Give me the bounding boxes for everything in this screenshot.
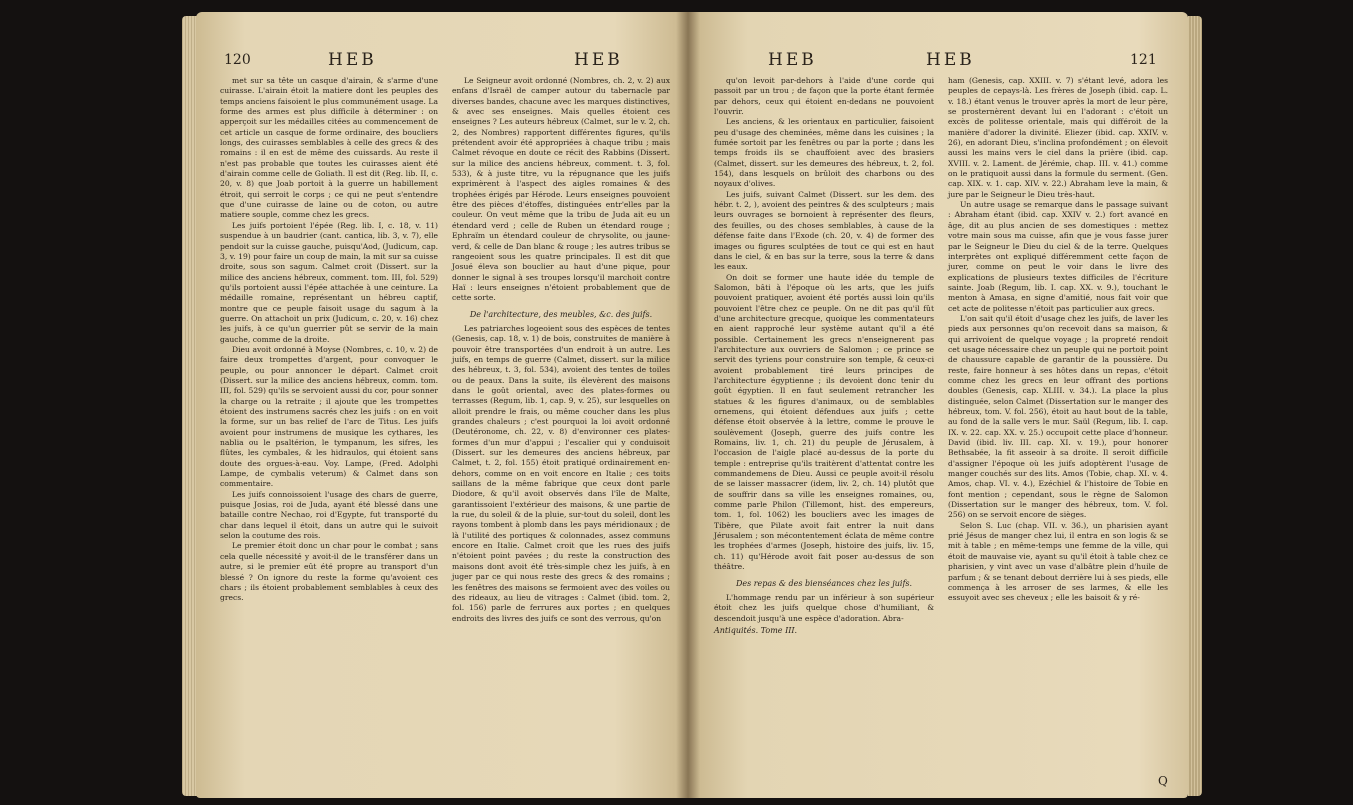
- paragraph: Un autre usage se remarque dans le passage suivant : Abraham étant (ibid. cap. XXIV v. 2.) fort avancé en âge, dit au plus ancien de ses domestiques : mettez votre main sous ma cuisse, afin que je vous fasse jurer par le Seigneur le Dieu du ciel & de la terre. Quelques interprètes ont expliqué différemment cette façon de jurer, comme on peut le voir dans le livre des explications de plusieurs textes difficiles de l'écriture sainte. Joab (Regum, lib. I. cap. XX. v. 9.), touchant le menton à Amasa, en signe d'amitié, nous fait voir que cet acte de politesse n'étoit pas particulier aux grecs.: [948, 200, 1168, 313]
- right-page-number: 121: [1130, 52, 1157, 68]
- left-page: [196, 12, 688, 798]
- paragraph: Les juifs connoissoient l'usage des chars de guerre, puisque Josias, roi de Juda, ayant été blessé dans une bataille contre Nechao, roi d'Egypte, fut transporté du char dans lequel il étoit, dans un autre qui le suivoit selon la coutume des rois.: [220, 489, 438, 541]
- paragraph: met sur sa tête un casque d'airain, & s'arme d'une cuirasse. L'airain étoit la matiere dont les peuples des temps anciens faisoient le plus communément usage. La forme des armes est plus difficile à déterminer : on apperçoit sur les médailles citées au commencement de cet article un casque de forme ordinaire, des boucliers longs, des cuirasses semblables à celle des grecs & des romains : il en est de même des cuissards. Au reste il n'est pas probable que toutes les cuirasses aient été d'airain comme celle de Goliath. Il est dit (Reg. lib. II, c. 20, v. 8) que Joab portoit à la guerre un habillement étroit, qui serroit le corps ; ce qui ne peut s'entendre que d'une cuirasse de laine ou de coton, ou autre matiere souple, comme chez les grecs.: [220, 76, 438, 220]
- paragraph: Selon S. Luc (chap. VII. v. 36.), un pharisien ayant prié Jésus de manger chez lui, il entra en son logis & se mit à table ; en même-temps une femme de la ville, qui étoit de mauvaise vie, ayant su qu'il étoit à table chez ce pharisien, y vint avec un vase d'albâtre plein d'huile de parfum ; & se tenant debout derrière lui à ses pieds, elle commença à les arroser de ses larmes, & elle les essuyoit avec ses cheveux ; elle les baisoit & y ré-: [948, 520, 1168, 603]
- paragraph: Les anciens, & les orientaux en particulier, faisoient peu d'usage des cheminées, même dans les cuisines ; la fumée sortoit par les fenêtres ou par la porte ; dans les temps froids ils se chauffoient avec des brasiers (Calmet, dissert. sur les demeures des hébreux, t. 2, fol. 154), dans lesquels on brûloit des charbons ou des noyaux d'olives.: [714, 117, 934, 189]
- paragraph: Les juifs, suivant Calmet (Dissert. sur les dem. des hébr. t. 2, ), avoient des peintres & des sculpteurs ; mais leurs ouvrages se bornoient à représenter des fleurs, des feuilles, ou des choses semblables, à cause de la défense faite dans l'Exode (ch. 20, v. 4) de former des images ou figures sculptées de tout ce qui est en haut dans le ciel, & en bas sur la terre, sous la terre & dans les eaux.: [714, 189, 934, 272]
- right-page: [688, 12, 1188, 798]
- paragraph: Le Seigneur avoit ordonné (Nombres, ch. 2, v. 2) aux enfans d'Israël de camper autour du tabernacle par diverses bandes, chacune avec les marques distinctives, & avec ses enseignes. Mais quelles étoient ces enseignes ? Les auteurs hébreux (Calmet, sur le v. 2, ch. 2, des Nombres) rapportent différentes figures, qu'ils prétendent avoir été appropriées à chaque tribu ; mais Calmet révoque en doute ce récit des Rabbins (Dissert. sur la milice des anciens hébreux, comment. t. 3, fol. 533), & à juste titre, vu la répugnance que les juifs exprimèrent à l'aspect des aigles romaines & des trophées érigés par Hérode. Leurs enseignes pouvoient être des pièces d'étoffes, distinguées entr'elles par la couleur. On veut même que la tribu de Juda ait eu un étendard verd ; celle de Ruben un étendard rouge ; Ephraïm un étendard couleur de chrysolite, ou jaune-verd, & celle de Dan blanc & rouge ; les autres tribus se rangeoient sous les quatre principales. Il est dit que Josué éleva son bouclier au haut d'une pique, pour donner le signal à ses troupes lorsqu'il marchoit contre Haï : leurs enseignes n'étoient probablement que de cette sorte.: [452, 76, 670, 303]
- right-column-1: [714, 76, 934, 636]
- paragraph: Le premier étoit donc un char pour le combat ; sans cela quelle nécessité y avoit-il de le transférer dans un autre, si le premier eût été propre au transport d'un blessé ? On ignore du reste la forme qu'avoient ces chars ; ils étoient probablement semblables à ceux des grecs.: [220, 541, 438, 603]
- left-page-number: 120: [224, 52, 251, 68]
- paragraph: Les juifs portoient l'épée (Reg. lib. I, c. 18, v. 11) suspendue à un baudrier (cant. cantica, lib. 3, v. 7), elle pendoit sur la cuisse gauche, puisqu'Aod, (Judicum, cap. 3, v. 19) pour faire un coup de main, la mit sur sa cuisse droite, sous son sagum. Calmet croit (Dissert. sur la milice des anciens hébreux, comment. tom. III, fol. 529) qu'ils portoient aussi l'épée attachée à une ceinture. La médaille romaine, représentant un hébreu captif, montre que ce peuple faisoit usage du sagum à la guerre. On attachoit un prix (Judicum, c. 20, v. 16) chez les juifs, à ce qu'un guerrier pût se servir de la main gauche, comme de la droite.: [220, 220, 438, 344]
- open-book: [148, 12, 1208, 802]
- left-column-1: [220, 76, 438, 604]
- left-running-head-1: HEB: [328, 50, 377, 70]
- paragraph: Dieu avoit ordonné à Moyse (Nombres, c. 10, v. 2) de faire deux trompettes d'argent, pour convoquer le peuple, ou pour annoncer le départ. Calmet croit (Dissert. sur la milice des anciens hébreux, comm. tom. III, fol. 529) qu'ils se servoient aussi du cor, pour sonner la charge ou la retraite ; il ajoute que les trompettes étoient des instrumens sacrés chez les juifs : on en voit la forme, sur un bas relief de l'arc de Titus. Les juifs avoient pour instrumens de musique les cythares, les nablia ou le psaltérion, le tympanum, les sifres, les flûtes, les cymbales, & les hidraulos, qui étoient sans doute des orgues-à-eau. Voy. Lampe, (Fred. Adolphi Lampe, de cymbalis veterum) & Calmet dans son commentaire.: [220, 344, 438, 489]
- right-running-head-1: HEB: [768, 50, 817, 70]
- section-heading: Des repas & des bienséances chez les juifs.: [735, 578, 913, 588]
- left-column-2: [452, 76, 670, 624]
- right-running-head-2: HEB: [926, 50, 975, 70]
- right-column-2: [948, 76, 1168, 604]
- left-running-head-2: HEB: [574, 50, 623, 70]
- paragraph: ham (Genesis, cap. XXIII. v. 7) s'étant levé, adora les peuples de cepays-là. Les frères de Joseph (ibid. cap. L. v. 18.) étant venus le trouver après la mort de leur père, se prosternèrent devant lui en l'adorant : c'étoit un excès de politesse orientale, mais qui différoit de la manière d'adorer la divinité. Eliezer (ibid. cap. XXIV. v. 26), en adorant Dieu, s'inclina profondément ; on élevoit aussi les mains vers le ciel dans la prière (ibid. cap. XVIII. v. 2. Lament. de Jérémie, chap. III. v. 41.) comme on le pratiquoit aussi dans la formule du serment. (Gen. cap. XIX. v. 1. cap. XIV. v. 22.) Abraham leve la main, & jure par le Seigneur le Dieu très-haut.: [948, 76, 1168, 199]
- signature-mark: Q: [1158, 774, 1168, 788]
- book-gutter: [676, 12, 700, 798]
- paragraph: L'hommage rendu par un inférieur à son supérieur étoit chez les juifs quelque chose d'humiliant, & descendoit jusqu'à une espèce d'adoration. Abra-: [714, 592, 934, 623]
- paragraph: On doit se former une haute idée du temple de Salomon, bâti à l'époque où les arts, que les juifs pouvoient pratiquer, avoient été portés aussi loin qu'ils pouvoient l'être chez ce peuple. On ne dit pas qu'il fût d'une architecture grecque, quoique les commentateurs en aient rapproché leur système autant qu'il a été possible. Certainement les grecs n'enseignerent pas l'architecture aux ouvriers de Salomon ; ce prince se servit des tyriens pour construire son temple, & ceux-ci avoient probablement tiré leurs principes de l'architecture égyptienne ; ils devoient donc tenir du goût égyptien. Il en faut seulement retrancher les statues & les figures d'animaux, ou de semblables ornemens, qui étoient défendues aux juifs ; cette défense étoit observée à la lettre, comme le prouve le soulèvement (Joseph, guerre des juifs contre les Romains, liv. 1, ch. 21) du peuple de Jérusalem, à l'occasion de l'aigle placé au-dessus de la porte du temple : entreprise qu'ils traitèrent d'attentat contre les commandemens de Dieu. Aussi ce peuple avoit-il résolu de se laisser massacrer (idem, liv. 2, ch. 14) plutôt que de souffrir dans sa ville les enseignes romaines, ou, comme parle Philon (Tillemont, hist. des empereurs, tom. 1, fol. 1062) les boucliers avec les images de Tibère, que Pilate avoit fait entrer la nuit dans Jérusalem ; son mécontentement éclata de même contre les trophées d'armes (Joseph, histoire des juifs, liv. 15, ch. 11) qu'Hérode avoit fait poser au-dessus de son théâtre.: [714, 272, 934, 572]
- paragraph: L'on sait qu'il étoit d'usage chez les juifs, de laver les pieds aux personnes qu'on recevoit dans sa maison, & qui arrivoient de quelque voyage ; la propreté rendoit cet usage nécessaire chez un peuple qui ne portoit point de chaussure capable de garantir de la poussière. Du reste, faire honneur à ses hôtes dans un repas, c'étoit comme chez les grecs en leur offrant des portions doubles (Genesis, cap. XLIII. v. 34.). La place la plus distinguée, selon Calmet (Dissertation sur le manger des hébreux, tom. V. fol. 256), étoit au haut bout de la table, au fond de la salle vers le mur. Saül (Regum, lib. I. cap. IX. v. 22. cap. XX. v. 25.) occupoit cette place d'honneur. David (ibid. liv. III. cap. XI. v. 19.), pour honorer Bethsabée, la fit asseoir à sa droite. Il seroit difficile d'assigner l'époque où les juifs adoptèrent l'usage de manger couchés sur des lits. Amos (Tobie, chap. XI. v. 4. Amos, chap. VI. v. 4.), Ezéchiel & l'histoire de Tobie en font mention ; cependant, sous le règne de Salomon (Dissertation sur le manger des hébreux, tom. V. fol. 256) on se servoit encore de sièges.: [948, 313, 1168, 520]
- paragraph: qu'on levoit par-dehors à l'aide d'une corde qui passoit par un trou ; de façon que la porte étant fermée par dehors, ceux qui étoient en-dedans ne pouvoient l'ouvrir.: [714, 76, 934, 117]
- volume-footer: Antiquités. Tome III.: [714, 625, 798, 635]
- paragraph: Les patriarches logeoient sous des espèces de tentes (Genesis, cap. 18, v. 1) de bois, construites de manière à pouvoir être transportées d'un endroit à un autre. Les juifs, en temps de guerre (Calmet, dissert. sur la milice des hébreux, t. 3, fol. 534), avoient des tentes de toiles ou de peaux. Dans la suite, ils élevèrent des maisons dans le goût oriental, avec des plates-formes ou terrasses (Regum, lib. 1, cap. 9, v. 25), sur lesquelles on alloit prendre le frais, ou même coucher dans les plus grandes chaleurs ; c'est pourquoi la loi avoit ordonné (Deutéronome, ch. 22, v. 8) d'environner ces plates-formes d'un mur d'appui ; l'escalier qui y conduisoit (Dissert. sur les demeures des anciens hébreux, par Calmet, t. 2, fol. 155) étoit pratiqué ordinairement en-dehors, comme on en voit encore en Italie ; ces toits saillans de la même fabrique que ceux dont parle Diodore, & qu'il avoit observés dans l'île de Malte, garantissoient l'extérieur des maisons, & une partie de la rue, du soleil & de la pluie, sur-tout du soleil, dont les rayons tombent à plomb dans les pays méridionaux ; de là l'utilité des portiques & colonnades, assez communs encore en Italie. Calmet croit que les rues des juifs n'étoient point pavées ; du reste la construction des maisons dont avoit été très-simple chez les juifs, à en juger par ce qui nous reste des grecs & des romains ; les fenêtres des maisons se fermoient avec des voiles ou des rideaux, au lieu de vitrages : Calmet (ibid. tom. 2, fol. 156) parle de ferrures aux portes ; en quelques endroits des livres des juifs ce sont des verrous, qu'on: [452, 323, 670, 623]
- right-page-edges: [1188, 16, 1202, 796]
- section-heading: De l'architecture, des meubles, &c. des juifs.: [469, 309, 653, 319]
